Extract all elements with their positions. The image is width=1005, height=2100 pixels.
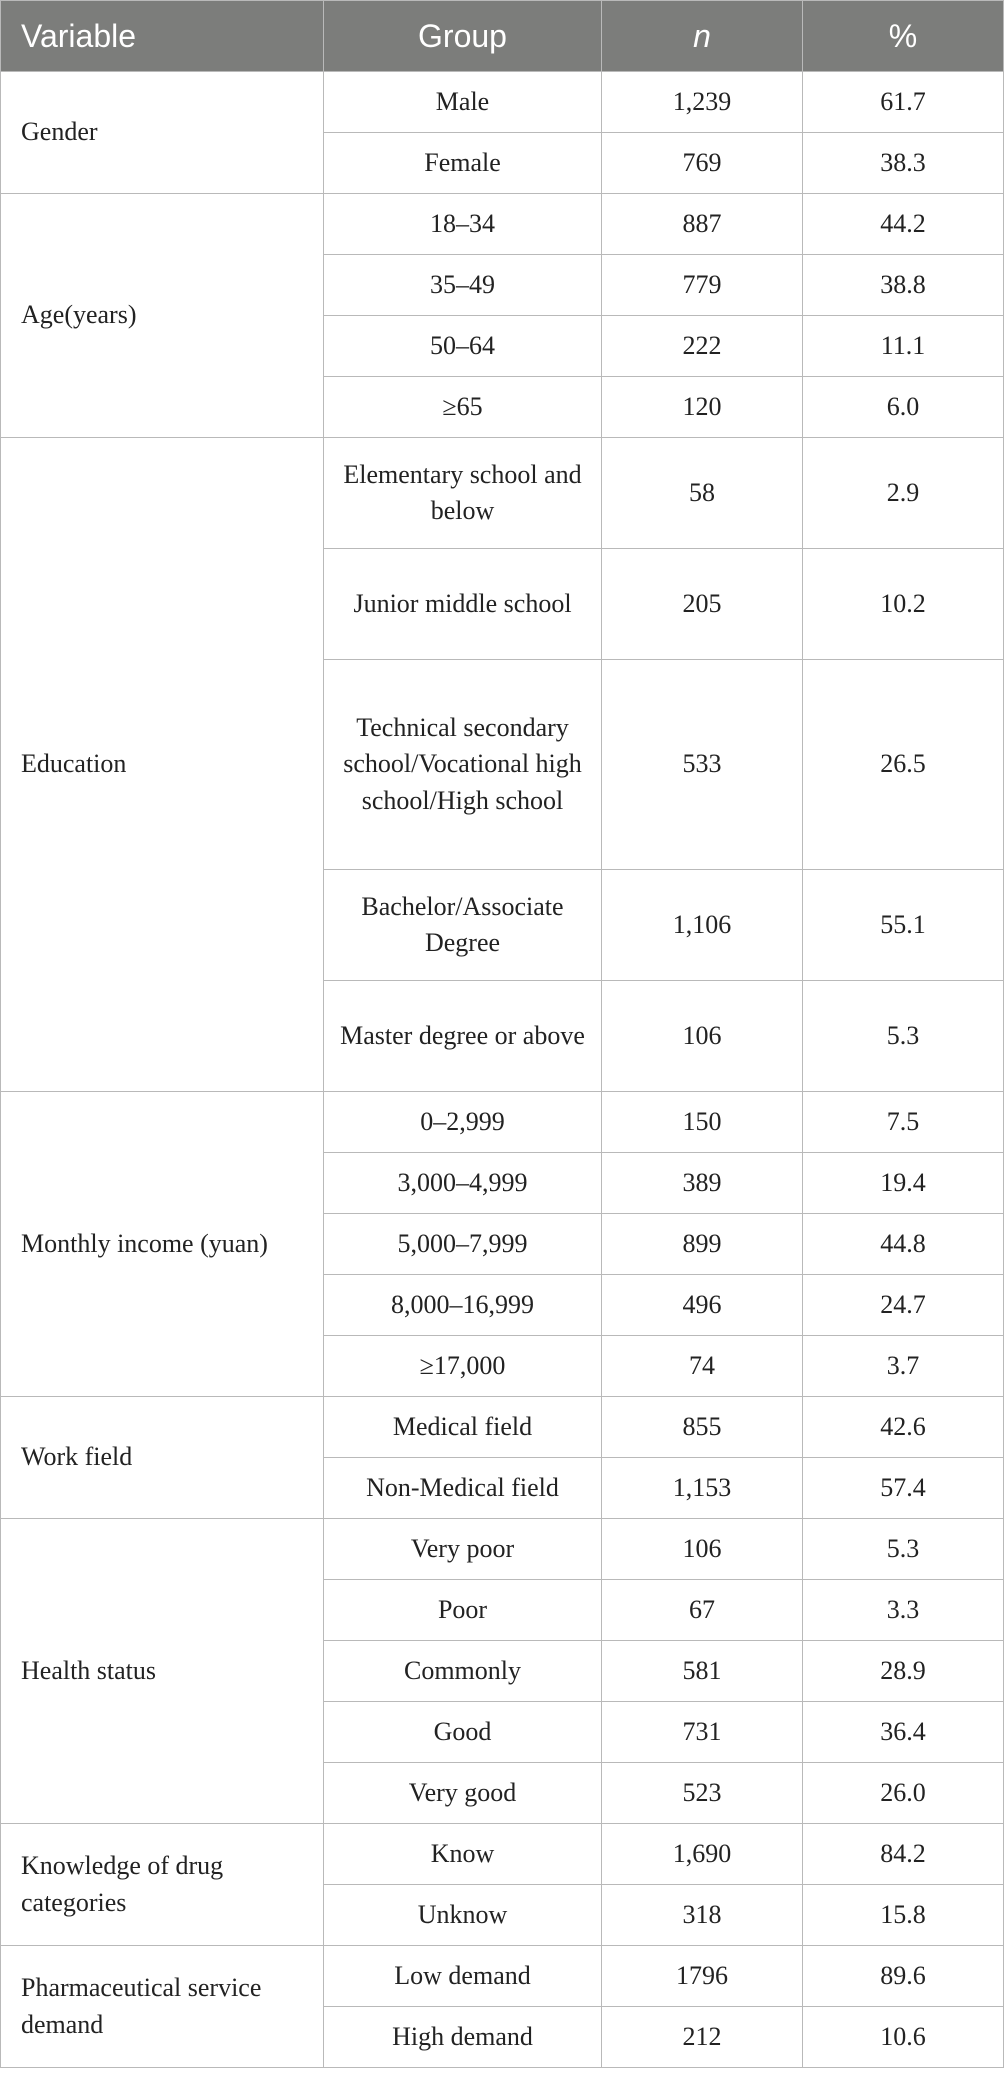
group-cell: Very poor bbox=[324, 1519, 602, 1580]
group-cell: Female bbox=[324, 133, 602, 194]
group-cell: 18–34 bbox=[324, 194, 602, 255]
variable-cell: Work field bbox=[1, 1397, 324, 1519]
group-cell: Male bbox=[324, 72, 602, 133]
pct-cell: 24.7 bbox=[803, 1275, 1004, 1336]
table-row bbox=[1, 194, 1004, 255]
variable-cell: Pharmaceutical service demand bbox=[1, 1946, 324, 2068]
n-cell: 212 bbox=[602, 2007, 803, 2068]
n-cell: 318 bbox=[602, 1885, 803, 1946]
group-cell: 0–2,999 bbox=[324, 1092, 602, 1153]
table-row bbox=[1, 1946, 1004, 2007]
header-n: n bbox=[602, 1, 803, 72]
variable-cell: Monthly income (yuan) bbox=[1, 1092, 324, 1397]
group-cell: Junior middle school bbox=[324, 549, 602, 660]
n-cell: 523 bbox=[602, 1763, 803, 1824]
n-cell: 205 bbox=[602, 549, 803, 660]
group-cell: 5,000–7,999 bbox=[324, 1214, 602, 1275]
pct-cell: 55.1 bbox=[803, 870, 1004, 981]
n-cell: 581 bbox=[602, 1641, 803, 1702]
pct-cell: 36.4 bbox=[803, 1702, 1004, 1763]
n-cell: 74 bbox=[602, 1336, 803, 1397]
pct-cell: 5.3 bbox=[803, 981, 1004, 1092]
variable-cell: Knowledge of drug categories bbox=[1, 1824, 324, 1946]
group-cell: 8,000–16,999 bbox=[324, 1275, 602, 1336]
n-cell: 120 bbox=[602, 377, 803, 438]
n-cell: 1,690 bbox=[602, 1824, 803, 1885]
n-cell: 58 bbox=[602, 438, 803, 549]
pct-cell: 89.6 bbox=[803, 1946, 1004, 2007]
pct-cell: 7.5 bbox=[803, 1092, 1004, 1153]
n-cell: 67 bbox=[602, 1580, 803, 1641]
pct-cell: 6.0 bbox=[803, 377, 1004, 438]
n-cell: 855 bbox=[602, 1397, 803, 1458]
group-cell: 35–49 bbox=[324, 255, 602, 316]
group-cell: High demand bbox=[324, 2007, 602, 2068]
n-cell: 106 bbox=[602, 1519, 803, 1580]
group-cell: Low demand bbox=[324, 1946, 602, 2007]
pct-cell: 42.6 bbox=[803, 1397, 1004, 1458]
pct-cell: 11.1 bbox=[803, 316, 1004, 377]
pct-cell: 26.5 bbox=[803, 660, 1004, 870]
n-cell: 222 bbox=[602, 316, 803, 377]
table-row bbox=[1, 1092, 1004, 1153]
pct-cell: 84.2 bbox=[803, 1824, 1004, 1885]
n-cell: 1,239 bbox=[602, 72, 803, 133]
group-cell: ≥17,000 bbox=[324, 1336, 602, 1397]
pct-cell: 3.3 bbox=[803, 1580, 1004, 1641]
pct-cell: 26.0 bbox=[803, 1763, 1004, 1824]
group-cell: 50–64 bbox=[324, 316, 602, 377]
table-row bbox=[1, 438, 1004, 549]
pct-cell: 10.6 bbox=[803, 2007, 1004, 2068]
group-cell: Medical field bbox=[324, 1397, 602, 1458]
table-row bbox=[1, 72, 1004, 133]
n-cell: 779 bbox=[602, 255, 803, 316]
pct-cell: 15.8 bbox=[803, 1885, 1004, 1946]
group-cell: Master degree or above bbox=[324, 981, 602, 1092]
n-cell: 496 bbox=[602, 1275, 803, 1336]
n-cell: 150 bbox=[602, 1092, 803, 1153]
group-cell: Very good bbox=[324, 1763, 602, 1824]
n-cell: 389 bbox=[602, 1153, 803, 1214]
group-cell: Good bbox=[324, 1702, 602, 1763]
group-cell: Unknow bbox=[324, 1885, 602, 1946]
pct-cell: 57.4 bbox=[803, 1458, 1004, 1519]
n-cell: 1,106 bbox=[602, 870, 803, 981]
group-cell: Know bbox=[324, 1824, 602, 1885]
group-cell: Elementary school and below bbox=[324, 438, 602, 549]
header-variable: Variable bbox=[1, 1, 324, 72]
header-group: Group bbox=[324, 1, 602, 72]
pct-cell: 38.3 bbox=[803, 133, 1004, 194]
pct-cell: 61.7 bbox=[803, 72, 1004, 133]
header-pct: % bbox=[803, 1, 1004, 72]
header-row bbox=[1, 1, 1004, 72]
table-row bbox=[1, 1519, 1004, 1580]
n-cell: 1,153 bbox=[602, 1458, 803, 1519]
group-cell: Technical secondary school/Vocational high school/High school bbox=[324, 660, 602, 870]
pct-cell: 38.8 bbox=[803, 255, 1004, 316]
variable-cell: Age(years) bbox=[1, 194, 324, 438]
pct-cell: 44.2 bbox=[803, 194, 1004, 255]
table-row bbox=[1, 1397, 1004, 1458]
n-cell: 1796 bbox=[602, 1946, 803, 2007]
pct-cell: 19.4 bbox=[803, 1153, 1004, 1214]
pct-cell: 28.9 bbox=[803, 1641, 1004, 1702]
group-cell: Commonly bbox=[324, 1641, 602, 1702]
pct-cell: 44.8 bbox=[803, 1214, 1004, 1275]
variable-cell: Health status bbox=[1, 1519, 324, 1824]
variable-cell: Education bbox=[1, 438, 324, 1092]
n-cell: 731 bbox=[602, 1702, 803, 1763]
pct-cell: 10.2 bbox=[803, 549, 1004, 660]
n-cell: 769 bbox=[602, 133, 803, 194]
n-cell: 899 bbox=[602, 1214, 803, 1275]
pct-cell: 2.9 bbox=[803, 438, 1004, 549]
n-cell: 106 bbox=[602, 981, 803, 1092]
n-cell: 887 bbox=[602, 194, 803, 255]
group-cell: ≥65 bbox=[324, 377, 602, 438]
group-cell: 3,000–4,999 bbox=[324, 1153, 602, 1214]
group-cell: Poor bbox=[324, 1580, 602, 1641]
group-cell: Bachelor/Associate Degree bbox=[324, 870, 602, 981]
variable-cell: Gender bbox=[1, 72, 324, 194]
group-cell: Non-Medical field bbox=[324, 1458, 602, 1519]
pct-cell: 3.7 bbox=[803, 1336, 1004, 1397]
n-cell: 533 bbox=[602, 660, 803, 870]
table-row bbox=[1, 1824, 1004, 1885]
pct-cell: 5.3 bbox=[803, 1519, 1004, 1580]
